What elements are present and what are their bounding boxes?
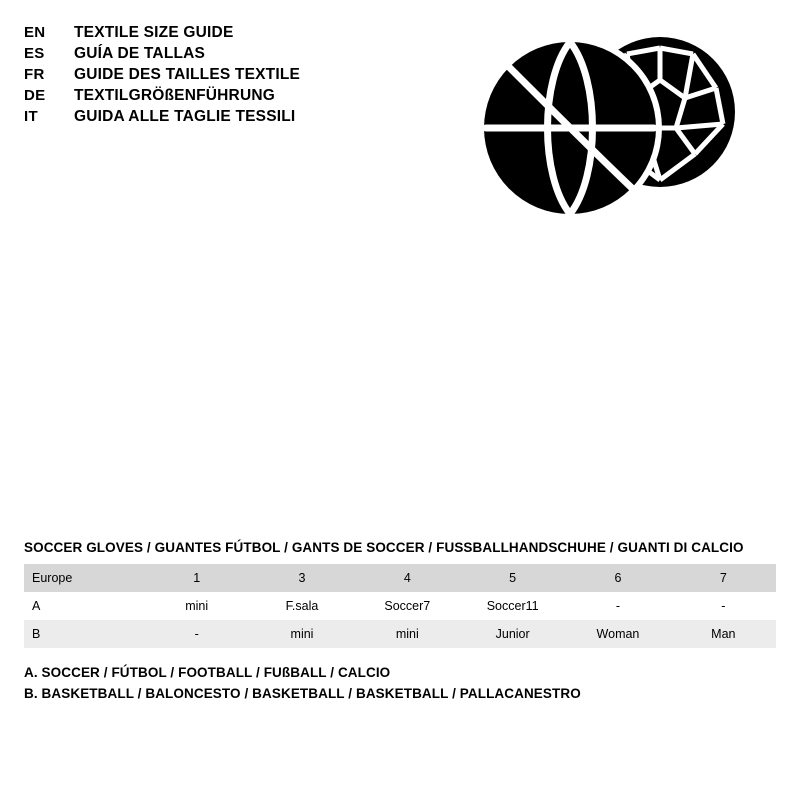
cell-b-5: Junior bbox=[460, 620, 565, 648]
language-code-fr: FR bbox=[24, 66, 45, 83]
cell-b-1: - bbox=[144, 620, 249, 648]
header-cell-europe: Europe bbox=[24, 564, 144, 592]
legend-line-a: A. SOCCER / FÚTBOL / FOOTBALL / FUßBALL / CALCIO bbox=[24, 665, 391, 680]
header-cell-7: 7 bbox=[671, 564, 776, 592]
header-cell-5: 5 bbox=[460, 564, 565, 592]
cell-b-6: Woman bbox=[565, 620, 670, 648]
language-code-it: IT bbox=[24, 108, 38, 125]
language-title-es: GUÍA DE TALLAS bbox=[74, 45, 206, 62]
language-title-de: TEXTILGRÖßENFÜHRUNG bbox=[74, 87, 275, 104]
language-title-it: GUIDA ALLE TAGLIE TESSILI bbox=[74, 108, 296, 125]
language-row-es bbox=[24, 43, 300, 64]
language-code-es: ES bbox=[24, 45, 45, 62]
section-title: SOCCER GLOVES / GUANTES FÚTBOL / GANTS DE SOCCER / FUSSBALLHANDSCHUHE / GUANTI DI CALCIO bbox=[24, 540, 744, 555]
language-row-fr bbox=[24, 64, 300, 85]
language-row-de bbox=[24, 85, 300, 106]
table-row bbox=[24, 620, 776, 648]
language-row-en bbox=[24, 22, 300, 43]
header-cell-6: 6 bbox=[565, 564, 670, 592]
cell-b-3: mini bbox=[249, 620, 354, 648]
cell-b-7: Man bbox=[671, 620, 776, 648]
header-cell-1: 1 bbox=[144, 564, 249, 592]
language-title-list bbox=[24, 22, 300, 127]
size-guide-section bbox=[24, 540, 776, 704]
table-row bbox=[24, 592, 776, 620]
header-cell-3: 3 bbox=[249, 564, 354, 592]
header-cell-4: 4 bbox=[355, 564, 460, 592]
cell-a-5: Soccer11 bbox=[460, 592, 565, 620]
cell-b-4: mini bbox=[355, 620, 460, 648]
language-title-en: TEXTILE SIZE GUIDE bbox=[74, 24, 234, 41]
cell-a-6: - bbox=[565, 592, 670, 620]
soccer-basketball-icon bbox=[478, 20, 748, 225]
cell-a-1: mini bbox=[144, 592, 249, 620]
cell-a-3: F.sala bbox=[249, 592, 354, 620]
size-table bbox=[24, 564, 776, 648]
language-title-fr: GUIDE DES TAILLES TEXTILE bbox=[74, 66, 301, 83]
cell-a-7: - bbox=[671, 592, 776, 620]
table-header-row bbox=[24, 564, 776, 592]
cell-a-4: Soccer7 bbox=[355, 592, 460, 620]
language-code-en: EN bbox=[24, 24, 46, 41]
legend-line-b: B. BASKETBALL / BALONCESTO / BASKETBALL / BASKETBALL / PALLACANESTRO bbox=[24, 686, 581, 701]
language-row-it bbox=[24, 106, 300, 127]
row-label-a: A bbox=[24, 592, 144, 620]
balls-illustration bbox=[478, 20, 748, 225]
legend bbox=[24, 662, 776, 704]
row-label-b: B bbox=[24, 620, 144, 648]
language-code-de: DE bbox=[24, 87, 46, 104]
